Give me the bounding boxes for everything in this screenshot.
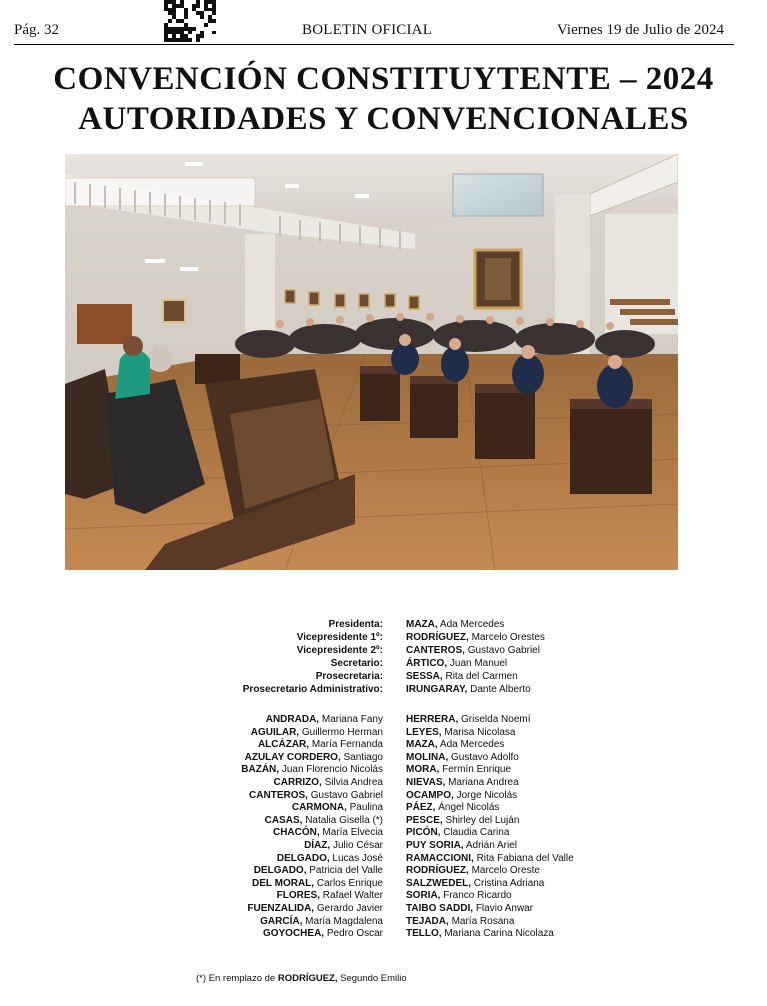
role-label: Secretario: xyxy=(330,658,383,669)
list-item: PUY SORIA, Adrián Ariel xyxy=(406,839,517,851)
role-label: Presidenta: xyxy=(328,619,383,630)
convention-chamber-photo xyxy=(65,154,678,570)
list-item: RODRÍGUEZ, Marcelo Oreste xyxy=(406,865,540,877)
authority-name: RODRÍGUEZ, Marcelo Orestes xyxy=(406,632,545,643)
role-label: Vicepresidente 2º: xyxy=(296,645,383,656)
list-item: DELGADO, Patricia del Valle xyxy=(253,865,383,877)
list-item: MAZA, Ada Mercedes xyxy=(406,739,505,751)
qr-code-icon xyxy=(164,0,216,42)
list-item: RAMACCIONI, Rita Fabiana del Valle xyxy=(406,852,574,864)
list-item: DEL MORAL, Carlos Enrique xyxy=(252,877,383,889)
list-item: GARCÍA, María Magdalena xyxy=(260,915,383,927)
list-item: MORA, Fermín Enrique xyxy=(406,764,512,776)
list-item: CHACÓN, María Elvecia xyxy=(272,827,383,839)
list-item: CASAS, Natalia Gisella (*) xyxy=(264,814,383,826)
list-item: TEJADA, María Rosana xyxy=(406,915,515,927)
page-title: CONVENCIÓN CONSTITUYTENTE – 2024 xyxy=(53,61,714,97)
list-item: NIEVAS, Mariana Andrea xyxy=(406,776,519,788)
authority-name: SESSA, Rita del Carmen xyxy=(406,671,518,682)
page-number: Pág. 32 xyxy=(14,22,59,38)
list-item: AZULAY CORDERO, Santiago xyxy=(244,751,383,763)
authority-names xyxy=(406,618,726,696)
list-item: BAZÁN, Juan Florencio Nicolás xyxy=(241,764,383,776)
role-label: Prosecretario Administrativo: xyxy=(242,684,383,695)
authority-name: CANTEROS, Gustavo Gabriel xyxy=(406,645,540,656)
list-item: TELLO, Mariana Carina Nicolaza xyxy=(406,928,554,940)
list-item: PICÓN, Claudia Carina xyxy=(406,827,510,839)
publication-date: Viernes 19 de Julio de 2024 xyxy=(557,22,724,38)
conventionals-list-left xyxy=(150,714,383,941)
list-item: DÍAZ, Julio César xyxy=(304,839,383,851)
authority-name: MAZA, Ada Mercedes xyxy=(406,619,505,630)
list-item: HERRERA, Griselda Noemí xyxy=(406,714,531,725)
list-item: AGUILAR, Guillermo Herman xyxy=(250,726,383,738)
page-header xyxy=(14,18,734,45)
authority-name: IRUNGARAY, Dante Alberto xyxy=(406,684,531,695)
list-item: PESCE, Shirley del Luján xyxy=(406,814,520,826)
list-item: CARRIZO, Silvia Andrea xyxy=(273,776,383,788)
footnote: (*) En remplazo de RODRÍGUEZ, Segundo Emilio xyxy=(196,973,407,984)
authority-roles xyxy=(150,618,383,696)
role-label: Vicepresidente 1º: xyxy=(296,632,383,643)
list-item: CARMONA, Paulina xyxy=(291,802,383,814)
list-item: OCAMPO, Jorge Nicolás xyxy=(406,789,518,801)
list-item: LEYES, Marisa Nicolasa xyxy=(406,726,516,738)
authority-name: ÁRTICO, Juan Manuel xyxy=(406,658,508,669)
list-item: PÁEZ, Ángel Nicolás xyxy=(406,802,500,814)
role-label: Prosecretaria: xyxy=(315,671,383,682)
list-item: ANDRADA, Mariana Fany xyxy=(265,714,383,725)
list-item: GOYOCHEA, Pedro Oscar xyxy=(262,928,383,940)
list-item: TAIBO SADDI, Flavio Anwar xyxy=(406,902,534,914)
page-subtitle: AUTORIDADES Y CONVENCIONALES xyxy=(78,101,689,137)
list-item: CANTEROS, Gustavo Gabriel xyxy=(249,789,383,801)
list-item: DELGADO, Lucas José xyxy=(276,852,383,864)
conventionals-list-right xyxy=(406,714,726,941)
list-item: FLORES, Rafael Walter xyxy=(276,890,383,902)
publication-name: BOLETIN OFICIAL xyxy=(302,22,433,38)
list-item: ALCÁZAR, María Fernanda xyxy=(257,739,383,751)
list-item: SALZWEDEL, Cristina Adriana xyxy=(406,877,545,889)
list-item: SORIA, Franco Ricardo xyxy=(406,890,512,902)
list-item: MOLINA, Gustavo Adolfo xyxy=(406,751,519,763)
list-item: FUENZALIDA, Gerardo Javier xyxy=(247,902,383,914)
